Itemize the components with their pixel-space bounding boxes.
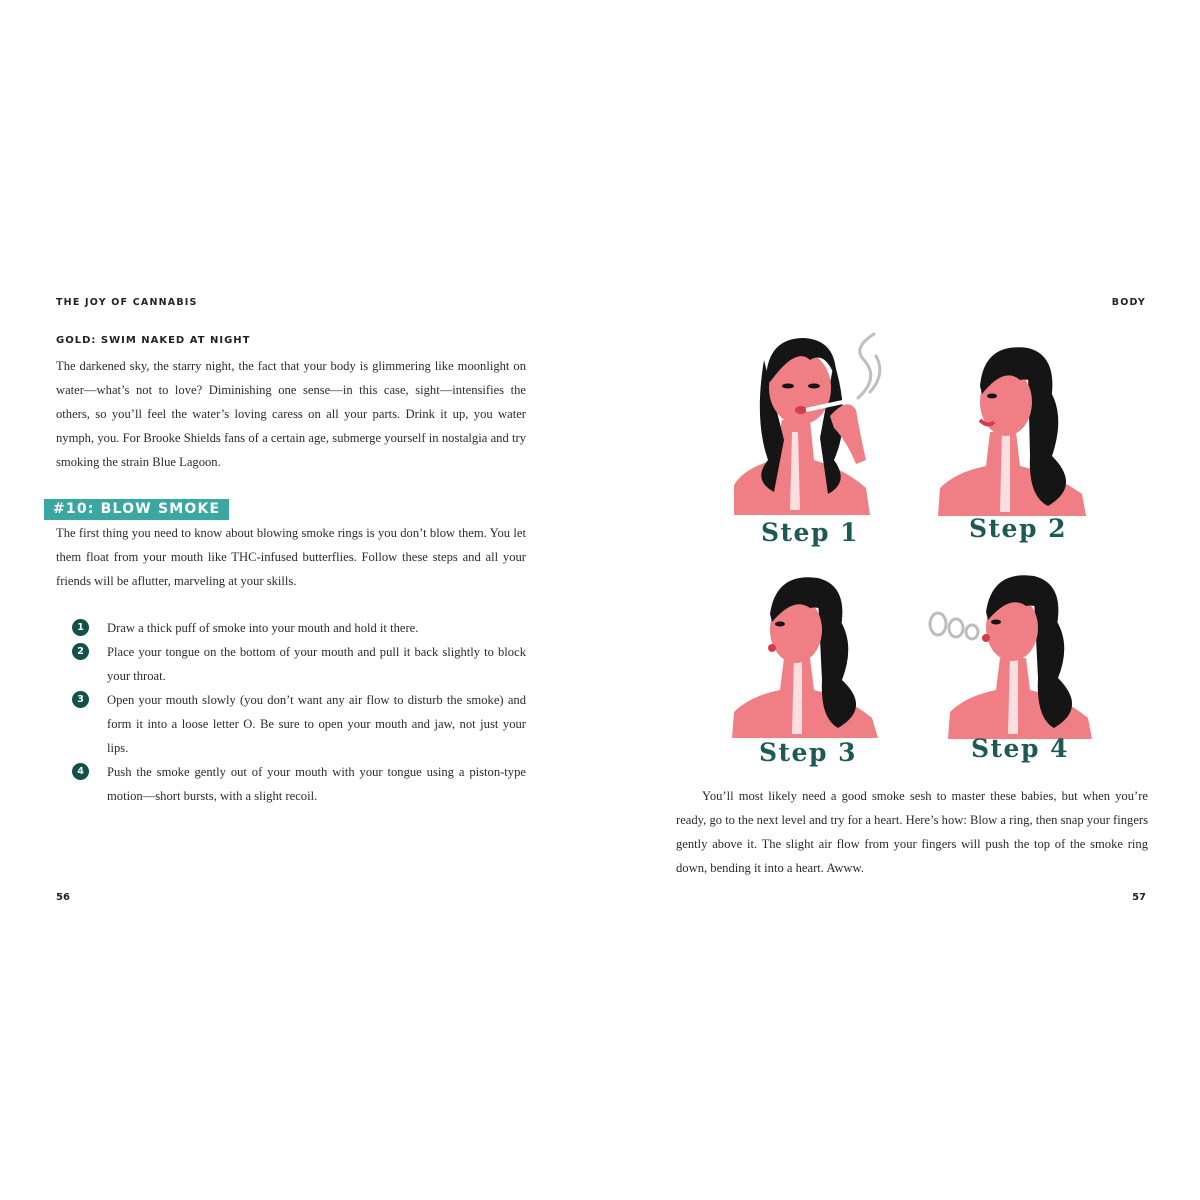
step-2-label: Step 2 bbox=[968, 514, 1068, 543]
step-4-label: Step 4 bbox=[970, 734, 1070, 763]
step-text: Draw a thick puff of smoke into your mouth and hold it there. bbox=[107, 621, 419, 635]
step-number-badge: 1 bbox=[72, 619, 89, 636]
step-1-label: Step 1 bbox=[760, 518, 860, 547]
step-text: Place your tongue on the bottom of your mouth and pull it back slightly to block your throat. bbox=[107, 645, 526, 683]
step-text: Open your mouth slowly (you don’t want any air flow to disturb the smoke) and form it into a loose letter O. Be sure to open your mouth and jaw, not just your lips. bbox=[107, 693, 526, 755]
woman-smoking-illustration bbox=[924, 564, 1094, 739]
step-number-badge: 2 bbox=[72, 643, 89, 660]
step-text: Push the smoke gently out of your mouth with your tongue using a piston-type motion—short bursts, with a slight recoil. bbox=[107, 765, 526, 803]
woman-smoking-illustration bbox=[732, 568, 882, 738]
running-head-right: BODY bbox=[1111, 297, 1146, 308]
intro-paragraph: The darkened sky, the starry night, the fact that your body is glimmering like moonlight on water—what’s not to love? Diminishing one sense—in this case, sight—intensifies the others, so you’ll feel the water’s loving caress on all your parts. Drink it up, you water nymph, you. For Brooke Shields fans of a certain age, submerge yourself in nostalgia and try smoking the strain Blue Lagoon. bbox=[56, 359, 526, 469]
section-heading: #10: BLOW SMOKE bbox=[44, 499, 229, 520]
outro-paragraph: You’ll most likely need a good smoke sesh to master these babies, but when you’re ready, go to the next level and try for a heart. Here’s how: Blow a ring, then snap your fingers gently above it. The slight air flow from your fingers will push the top of the smoke ring down, bending it into a heart. Awww. bbox=[676, 789, 1149, 875]
woman-smoking-illustration bbox=[734, 320, 904, 515]
step-3-label: Step 3 bbox=[758, 738, 858, 767]
step-number-badge: 3 bbox=[72, 691, 89, 708]
step-number-badge: 4 bbox=[72, 763, 89, 780]
section-intro-paragraph: The first thing you need to know about blowing smoke rings is you don’t blow them. You let them float from your mouth like THC-infused butterflies. Follow these steps and all your friends will be aflutter, marveling at your skills. bbox=[56, 526, 526, 588]
page-number-right: 57 bbox=[1132, 892, 1146, 903]
woman-smoking-illustration bbox=[932, 336, 1092, 516]
smoke-ring bbox=[930, 613, 978, 639]
page-number-left: 56 bbox=[56, 892, 70, 903]
smoke-wisp bbox=[858, 334, 880, 398]
subhead-gold: GOLD: SWIM NAKED AT NIGHT bbox=[56, 335, 251, 346]
running-head-left: THE JOY OF CANNABIS bbox=[56, 297, 198, 308]
